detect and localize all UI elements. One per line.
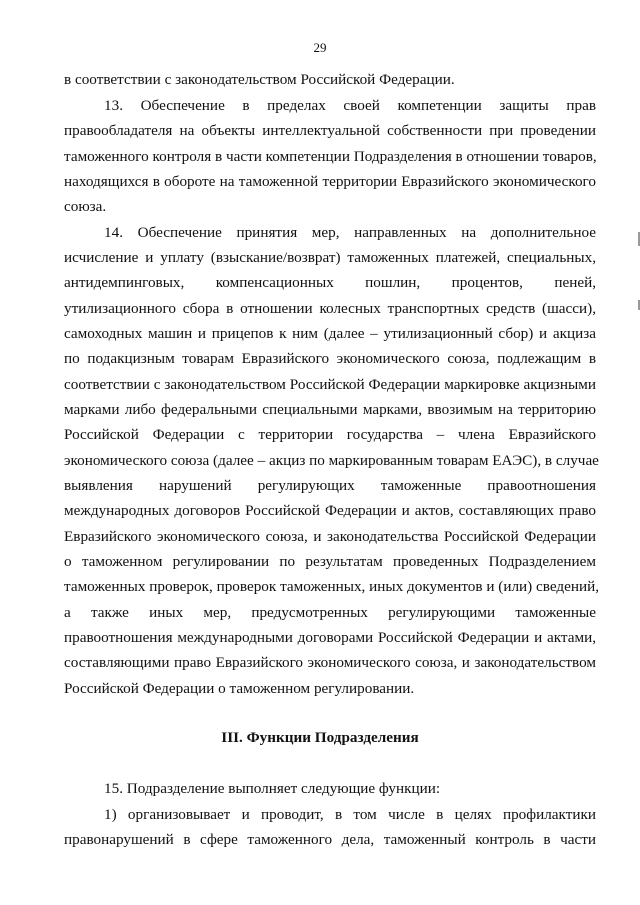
text-line: таможенного контроля в части компетенции Подразделения в отношении товаров, (64, 148, 597, 165)
text-line: союза. (64, 198, 107, 215)
text-line: самоходных машин и прицепов к ним (далее – утилизационный сбор) и акциза (64, 325, 596, 342)
section-heading: III. Функции Подразделения (221, 729, 419, 746)
text-line: правообладателя на объекты интеллектуальной собственности при проведении (64, 122, 596, 139)
text-line: выявления нарушений регулирующих таможенные правоотношения (64, 477, 596, 494)
text-line: 15. Подразделение выполняет следующие функции: (104, 780, 441, 797)
text-line: 14. Обеспечение принятия мер, направленных на дополнительное (104, 224, 596, 241)
text-line: таможенных проверок, проверок таможенных, иных документов и (или) сведений, (64, 578, 600, 595)
text-line: исчисление и уплату (взыскание/возврат) таможенных платежей, специальных, (64, 249, 596, 266)
text-line: правоотношения международными договорами Российской Федерации и актами, (64, 629, 596, 646)
text-line: Евразийского экономического союза, и законодательства Российской Федерации (64, 528, 596, 545)
text-line: соответствии с законодательством Российской Федерации маркировке акцизными (64, 376, 596, 393)
text-line: антидемпинговых, компенсационных пошлин, процентов, пеней, (64, 274, 596, 291)
text-line: Российской Федерации о таможенном регулировании. (64, 680, 415, 697)
text-line: Российской Федерации с территории государства – члена Евразийского (64, 426, 596, 443)
text-line: в соответствии с законодательством Российской Федерации. (64, 71, 455, 88)
text-line: о таможенном регулировании по результатам проведенных Подразделением (64, 553, 596, 570)
text-line: 1) организовывает и проводит, в том числе в целях профилактики (104, 806, 596, 823)
text-line: а также иных мер, предусмотренных регулирующими таможенные (64, 604, 596, 621)
text-line: составляющими право Евразийского экономического союза, и законодательством (64, 654, 596, 671)
text-line: экономического союза (далее – акциз по маркированным товарам ЕАЭС), в случае (64, 452, 599, 469)
page-number: 29 (313, 40, 327, 55)
text-line: международных договоров Российской Федерации и актов, составляющих право (64, 502, 596, 519)
text-line: утилизационного сбора в отношении колесных транспортных средств (шасси), (64, 300, 596, 317)
text-line: находящихся в обороте на таможенной территории Евразийского экономического (64, 173, 596, 190)
text-line: правонарушений в сфере таможенного дела, таможенный контроль в части (64, 831, 596, 848)
text-line: марками либо федеральными специальными марками, ввозимым на территорию (64, 401, 596, 418)
text-line: по подакцизным товарам Евразийского экономического союза, подлежащим в (64, 350, 596, 367)
text-line: 13. Обеспечение в пределах своей компетенции защиты прав (104, 97, 596, 114)
